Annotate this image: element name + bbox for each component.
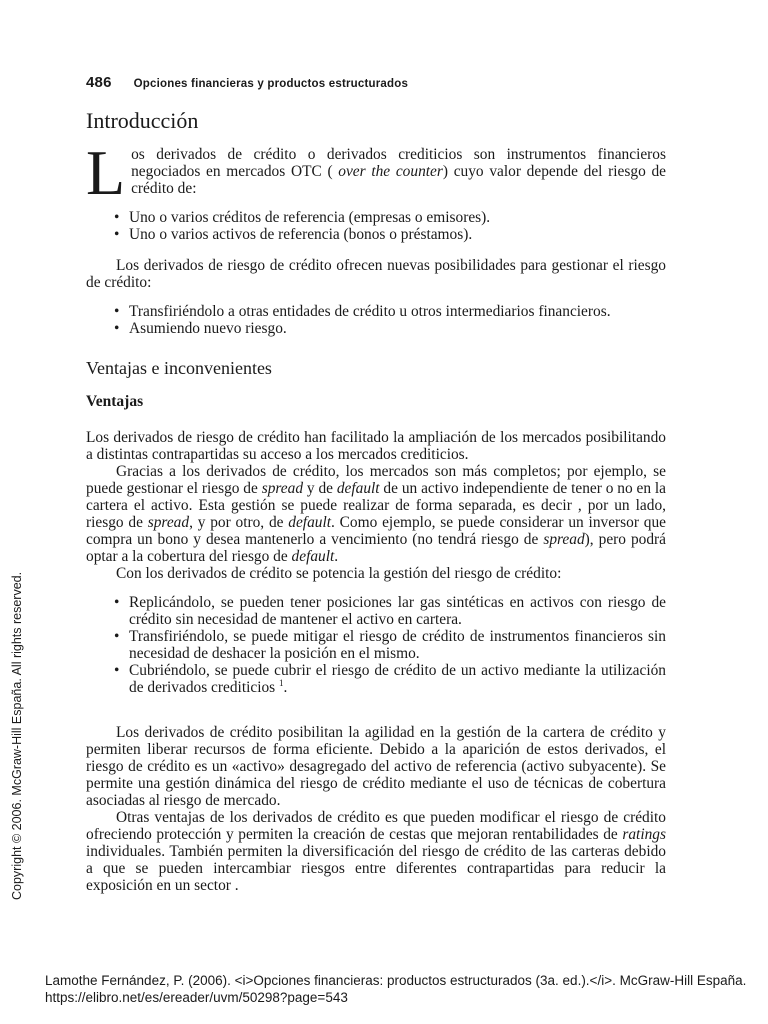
list-item: • Uno o varios créditos de referencia (empresas o emisores).	[86, 209, 666, 226]
text-run: individuales. También permiten la diversificación del riesgo de crédito de las carteras debido a que se pueden intercambiar riesgos entre diferentes contrapartidas para reducir la exposición en un sector .	[86, 843, 666, 894]
subsection-title-ventajas: Ventajas	[86, 393, 144, 410]
text-run: de un activo independiente de tener o no en la cartera el activo. Esta gestión se puede realizar de forma separada, es decir , por un lado, riesgo de	[86, 480, 667, 531]
text-run: y de	[303, 480, 337, 497]
text-run: Gracias a los derivados de crédito, los mercados son más completos; por ejemplo, se puede gestionar el riesgo de	[86, 463, 666, 497]
text-run: . Como ejemplo, se puede considerar un inversor que compra un bono y desea mantenerlo a vencimiento (no tendrá riesgo de	[86, 514, 666, 548]
text-run: os derivados de crédito o derivados crediticios son instrumentos financieros negociados en mercados OTC (	[131, 146, 666, 180]
emphasis: spread	[543, 531, 585, 548]
emphasis: default	[291, 548, 335, 565]
section-title-ventajas-inconvenientes: Ventajas e inconvenientes	[86, 358, 272, 378]
running-title: Opciones financieras y productos estructurados	[133, 78, 409, 90]
list-item: • Uno o varios activos de referencia (bonos o préstamos).	[86, 226, 666, 243]
list-item: • Replicándolo, se pueden tener posiciones lar gas sintéticas en activos con riesgo de crédito sin necesidad de mantener el activo en cartera.	[86, 594, 666, 628]
ventajas-paragraph-1: Los derivados de riesgo de crédito han facilitado la ampliación de los mercados posibilitando a distintas contrapartidas su acceso a los mercados crediticios.	[86, 429, 666, 463]
text-run: ) cuyo valor depende del riesgo de crédito de:	[131, 163, 667, 197]
list-item	[86, 662, 666, 696]
footnote-mark: 1	[279, 678, 284, 688]
list-item: • Transfiriéndolo a otras entidades de crédito u otros intermediarios financieros.	[86, 303, 666, 320]
ventajas-list	[86, 594, 666, 696]
text-run: Cubriéndolo, se puede cubrir el riesgo de crédito de un activo mediante la utilización de derivados crediticios	[129, 662, 666, 696]
text-run: ), pero podrá optar a la cobertura del riesgo de	[86, 531, 666, 565]
intro-list-1	[86, 209, 666, 243]
copyright-notice: Copyright © 2006. McGraw-Hill España. All rights reserved.	[10, 571, 24, 900]
running-header	[86, 74, 706, 91]
list-item: • Asumiendo nuevo riesgo.	[86, 320, 666, 337]
ventajas-paragraph-5	[86, 809, 666, 894]
emphasis: spread	[147, 514, 190, 531]
ventajas-paragraph-3: Con los derivados de crédito se potencia la gestión del riesgo de crédito:	[116, 565, 562, 582]
text-run: , y por otro, de	[189, 514, 289, 531]
emphasis: default	[336, 480, 380, 497]
text-run: .	[334, 548, 339, 565]
section-title-introduccion: Introducción	[86, 108, 199, 133]
emphasis: ratings	[622, 826, 666, 843]
text-run: .	[283, 679, 288, 696]
text-run: Otras ventajas de los derivados de crédito es que pueden modificar el riesgo de crédito ofreciendo protección y permiten la creación de cestas que mejoran rentabilidades de	[86, 809, 666, 843]
list-item: • Transfiriéndolo, se puede mitigar el riesgo de crédito de instrumentos financieros sin necesidad de deshacer la posición en el mismo.	[86, 628, 666, 662]
drop-cap: L	[86, 137, 126, 208]
intro-paragraph-2: Los derivados de riesgo de crédito ofrecen nuevas posibilidades para gestionar el riesgo de crédito:	[86, 257, 666, 291]
intro-list-2	[86, 303, 666, 337]
emphasis: over the counter	[338, 163, 443, 180]
citation-footer: Lamothe Fernández, P. (2006). <i>Opciones financieras: productos estructurados (3a. ed.).</i>. McGraw-Hill España. https://elibro.net/es/ereader/uvm/50298?page=543	[45, 973, 747, 1005]
emphasis: spread	[261, 480, 304, 497]
intro-paragraph-1	[86, 137, 667, 208]
page-number: 486	[86, 74, 112, 91]
ventajas-paragraph-4: Los derivados de crédito posibilitan la agilidad en la gestión de la cartera de crédito y permiten liberar recursos de forma eficiente. Debido a la aparición de estos derivados, el riesgo de crédito es un «activo» desagregado del activo de referencia (activo subyacente). Se permite una gestión dinámica del riesgo de crédito mediante el uso de técnicas de cobertura asociadas al riesgo de mercado.	[86, 724, 666, 809]
ventajas-paragraph-2	[86, 463, 666, 565]
body-text	[86, 108, 666, 894]
emphasis: default	[288, 514, 332, 531]
